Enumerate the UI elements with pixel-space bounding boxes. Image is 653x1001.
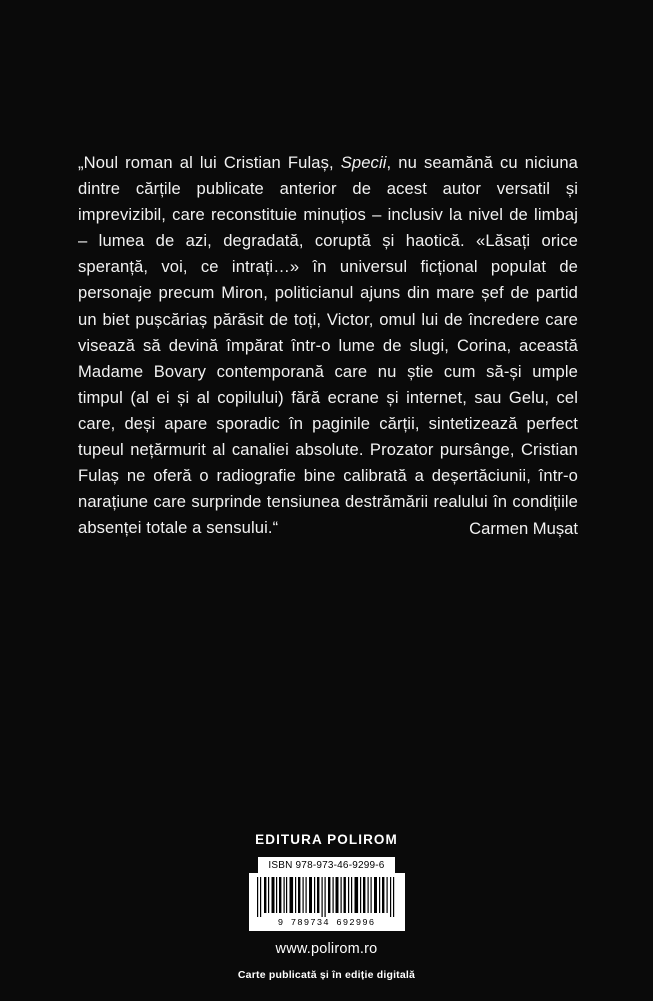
blurb-part-one: „Noul roman al lui Cristian Fulaș, <box>78 153 341 172</box>
blurb-part-two: , nu seamănă cu niciuna dintre cărțile publicate anterior de acest autor versatil și imprevizibil, care reconstituie minuțios – inclusiv la nivel de limbaj – lumea de azi, degradată, coruptă și haotică. «Lăsați orice speranță, voi, ce intrați…» în universul ficțional populat de personaje precum Miron, politicianul ajuns din mare șef de partid un biet pușcăriaș părăsit de toți, Victor, omul lui de încredere care visează să devină împărat într-o lume de slugi, Corina, această Madame Bovary contemporană care nu știe cum să-și umple timpul (al ei și al copilului) fără ecrane și internet, sau Gelu, cel care, deși apare sporadic în paginile cărții, sintetizează perfect tupeul nețărmurit al canaliei absolute. Prozator pursânge, Cristian Fulaș ne oferă o radiografie bine calibrată a deșertăciunii, într-o narațiune care surprinde tensiunea destrămării realului în condițiile absenței totale a sensului.“ <box>78 153 578 538</box>
blurb-text <box>78 150 578 541</box>
barcode-bars-icon <box>255 877 399 917</box>
isbn-label: ISBN 978-973-46-9299-6 <box>258 857 394 873</box>
publisher-name: EDITURA POLIROM <box>255 832 398 847</box>
publisher-block <box>0 832 653 981</box>
blurb-attribution: Carmen Mușat <box>469 519 578 538</box>
publisher-website[interactable]: www.polirom.ro <box>275 941 378 957</box>
barcode-digits: 9 789734 692996 <box>277 918 376 928</box>
barcode <box>249 873 405 931</box>
book-title-italic: Specii <box>340 153 387 172</box>
digital-edition-note: Carte publicată și în ediție digitală <box>237 969 416 981</box>
